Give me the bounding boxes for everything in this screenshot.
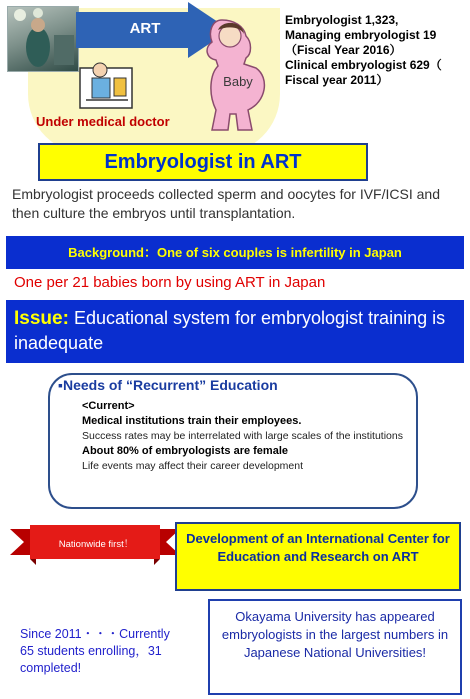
- okayama-text: Okayama University has appeared embryologists in the largest numbers in Japanese National Universities!: [221, 609, 449, 660]
- current-label: <Current>: [82, 400, 135, 412]
- page-title: Embryologist in ART: [104, 151, 302, 173]
- needs-item-text: Life events may affect their career development: [82, 460, 304, 472]
- doctor-photo: [7, 6, 79, 72]
- needs-item-heading: About 80% of embryologists are female: [82, 445, 288, 457]
- stats-line: （Fiscal Year 2016）: [285, 43, 402, 57]
- issue-label: Issue:: [14, 308, 69, 329]
- okayama-box: [208, 599, 462, 695]
- stats-line: Managing embryologist 19: [285, 28, 437, 42]
- needs-item-text: Success rates may be interrelated with large scales of the institutions: [82, 430, 403, 442]
- issue-statement: [14, 306, 454, 355]
- stats-line: Fiscal year 2011）: [285, 73, 389, 87]
- description-text: Embryologist proceeds collected sperm and oocytes for IVF/ICSI and then culture the embryos until transplantation.: [12, 186, 440, 221]
- bullet-icon: ▪: [58, 377, 63, 393]
- needs-content: [82, 399, 408, 474]
- background-statement: Background：One of six couples is infertility in Japan: [68, 245, 402, 260]
- stats-line: Clinical embryologist 629（: [285, 58, 442, 72]
- needs-item-heading: Medical institutions train their employees.: [82, 415, 302, 427]
- art-birth-ratio-text: One per 21 babies born by using ART in Japan: [14, 274, 326, 291]
- development-text: Development of an International Center for Education and Research on ART: [186, 531, 450, 564]
- needs-title-text: Needs of “Recurrent” Education: [62, 377, 278, 393]
- under-medical-doctor-label: Under medical doctor: [36, 114, 170, 129]
- stats-line: Embryologist 1,323,: [285, 13, 399, 27]
- ribbon-label: Nationwide first！: [58, 539, 134, 550]
- art-arrow-label: ART: [129, 20, 161, 37]
- lab-worker-illustration: [78, 54, 136, 110]
- baby-label: Baby: [223, 74, 253, 89]
- page-title-box: [38, 143, 368, 181]
- development-box: [175, 522, 461, 591]
- embryologist-stats: [285, 13, 470, 88]
- enrollment-text: Since 2011・・・Currently 65 students enrolling，31 completed!: [20, 627, 170, 675]
- needs-title: [58, 377, 278, 393]
- issue-text: Educational system for embryologist training is inadequate: [14, 308, 446, 353]
